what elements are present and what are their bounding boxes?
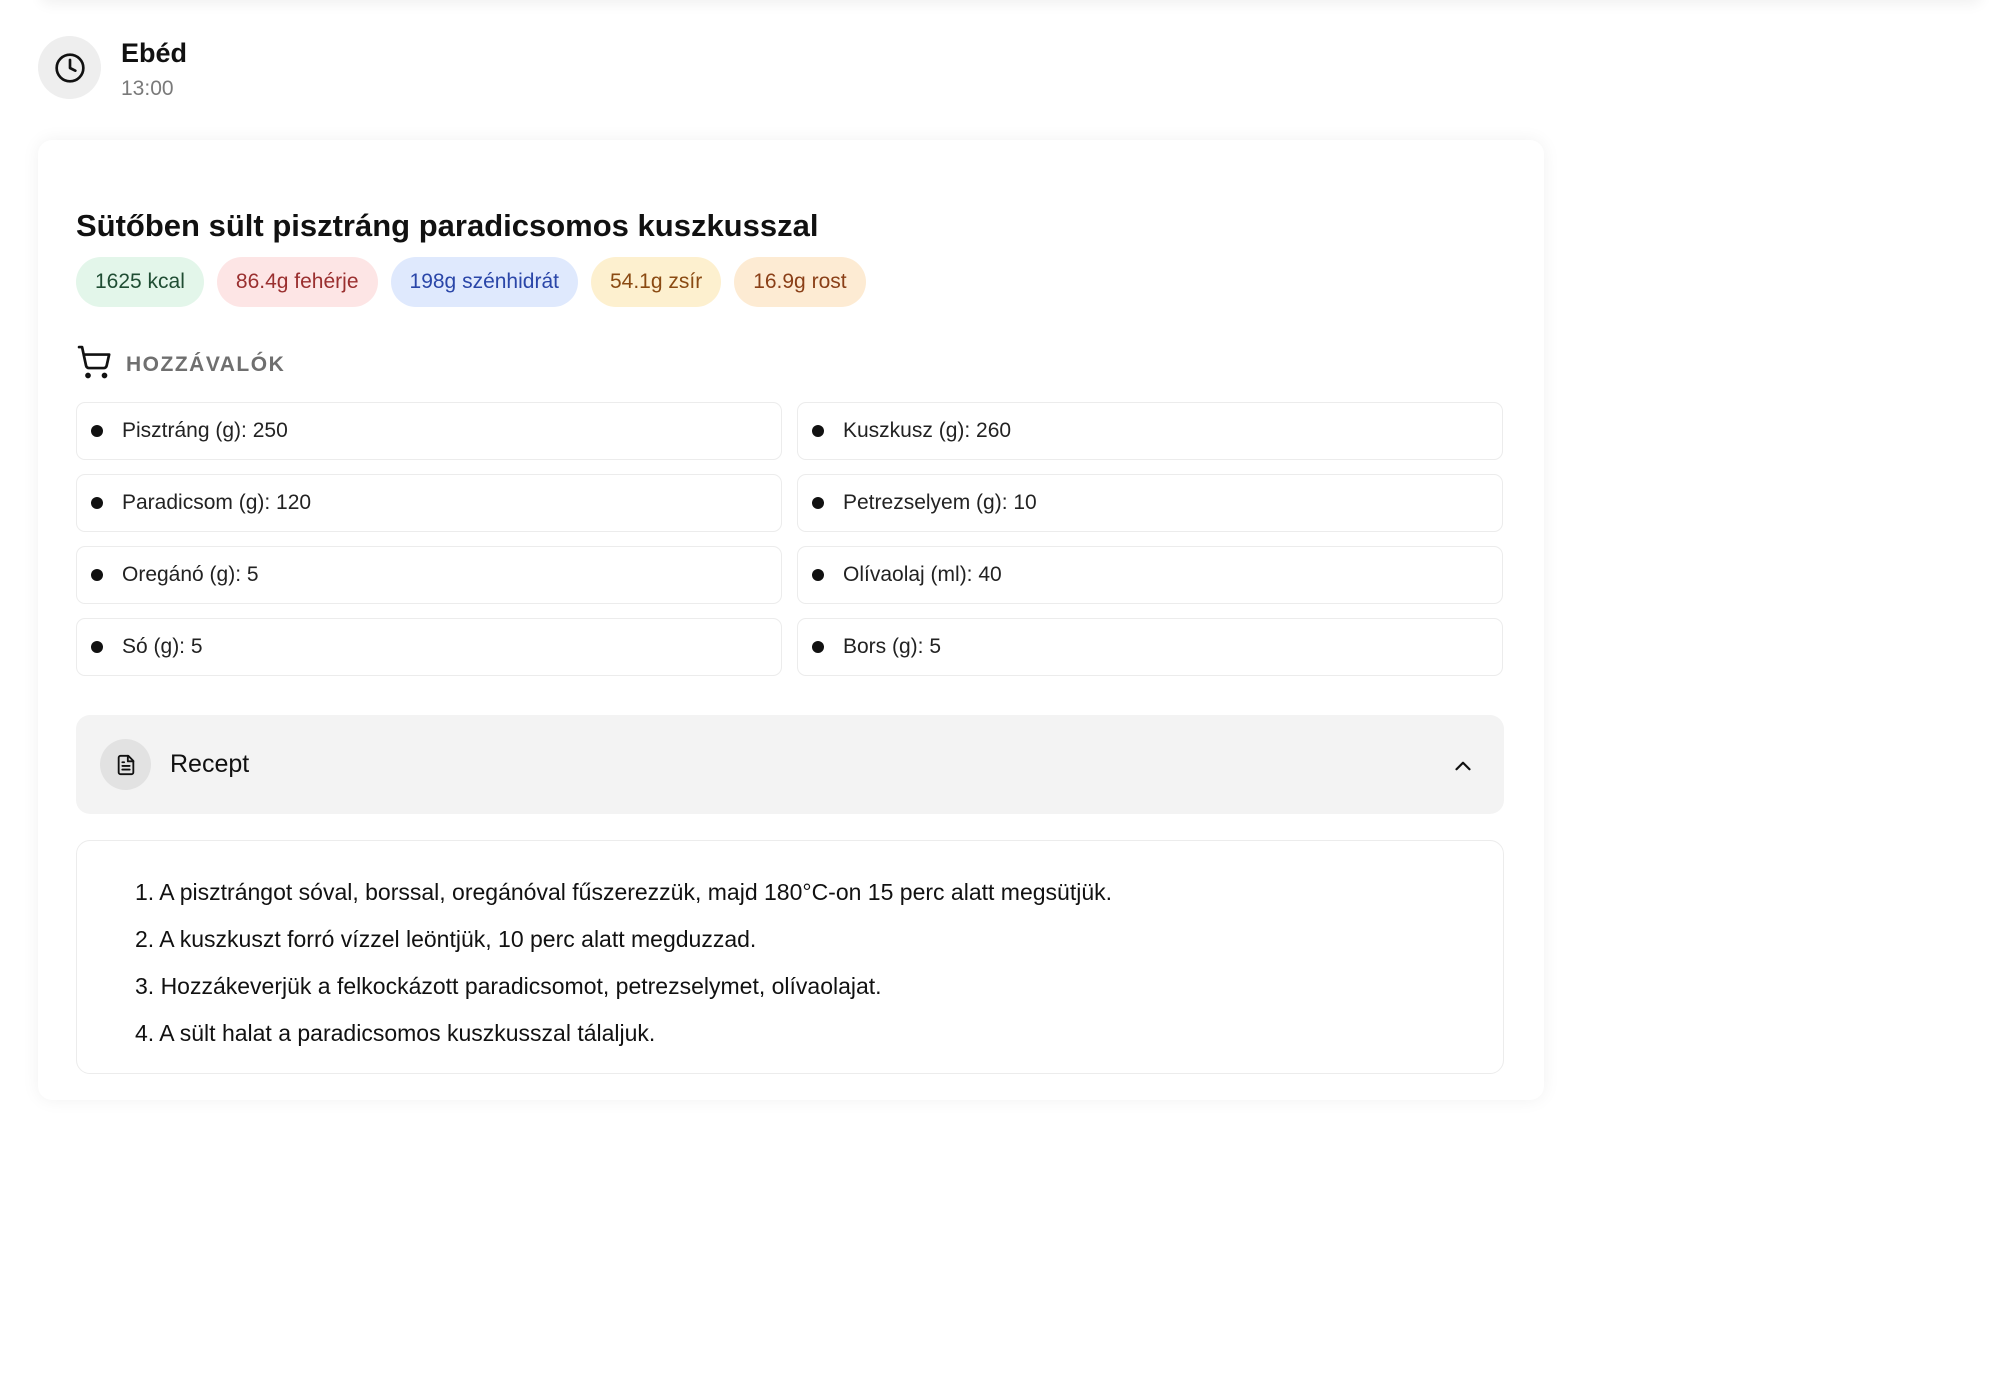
recipe-step: 1. A pisztrángot sóval, borssal, oregánóval fűszerezzük, majd 180°C-on 15 perc alatt megsütjük. xyxy=(135,879,1112,905)
ingredient-item xyxy=(76,402,782,460)
recept-toggle-button[interactable] xyxy=(76,715,1504,814)
ingredient-text: Paradicsom (g): 120 xyxy=(122,491,312,514)
ingredients-header xyxy=(76,344,285,385)
ingredient-text: Kuszkusz (g): 260 xyxy=(843,419,1012,442)
meal-time: 13:00 xyxy=(121,77,174,100)
fiber-badge: 16.9g rost xyxy=(734,257,865,307)
ingredient-item xyxy=(76,546,782,604)
recipe-card xyxy=(38,140,1544,1100)
recipe-step: 3. Hozzákeverjük a felkockázott paradicsomot, petrezselymet, olívaolajat. xyxy=(135,973,882,999)
fat-badge: 54.1g zsír xyxy=(591,257,721,307)
ingredient-text: Pisztráng (g): 250 xyxy=(122,419,288,442)
meal-header xyxy=(38,36,187,101)
calories-badge: 1625 kcal xyxy=(76,257,204,307)
bullet-icon xyxy=(91,497,103,509)
recipe-step: 4. A sült halat a paradicsomos kuszkusszal tálaljuk. xyxy=(135,1020,656,1046)
clock-icon xyxy=(38,36,101,99)
carbs-badge: 198g szénhidrát xyxy=(391,257,578,307)
bullet-icon xyxy=(812,497,824,509)
ingredient-text: Oregánó (g): 5 xyxy=(122,563,259,586)
ingredients-label: HOZZÁVALÓK xyxy=(126,352,286,376)
ingredient-item xyxy=(76,474,782,532)
ingredient-text: Só (g): 5 xyxy=(122,635,203,658)
chevron-up-icon[interactable] xyxy=(1450,753,1476,784)
recipe-step: 2. A kuszkuszt forró vízzel leöntjük, 10 perc alatt megduzzad. xyxy=(135,926,757,952)
nutrition-badges xyxy=(76,257,866,307)
ingredient-item xyxy=(797,618,1503,676)
bullet-icon xyxy=(812,641,824,653)
bullet-icon xyxy=(812,569,824,581)
ingredient-text: Petrezselyem (g): 10 xyxy=(843,491,1037,514)
recipe-steps xyxy=(135,869,1112,1057)
bullet-icon xyxy=(91,641,103,653)
bullet-icon xyxy=(91,569,103,581)
ingredient-item xyxy=(797,546,1503,604)
ingredient-item xyxy=(76,618,782,676)
bullet-icon xyxy=(812,425,824,437)
ingredient-text: Olívaolaj (ml): 40 xyxy=(843,563,1002,586)
ingredients-list xyxy=(76,402,1504,676)
shopping-cart-icon xyxy=(76,344,112,385)
recept-label: Recept xyxy=(170,750,250,778)
recipe-title: Sütőben sült pisztráng paradicsomos kuszkusszal xyxy=(76,208,819,243)
recipe-steps-panel xyxy=(76,840,1504,1074)
ingredient-text: Bors (g): 5 xyxy=(843,635,942,658)
ingredient-item xyxy=(797,474,1503,532)
protein-badge: 86.4g fehérje xyxy=(217,257,378,307)
bullet-icon xyxy=(91,425,103,437)
document-icon xyxy=(100,739,151,790)
meal-name: Ebéd xyxy=(121,38,188,68)
ingredient-item xyxy=(797,402,1503,460)
